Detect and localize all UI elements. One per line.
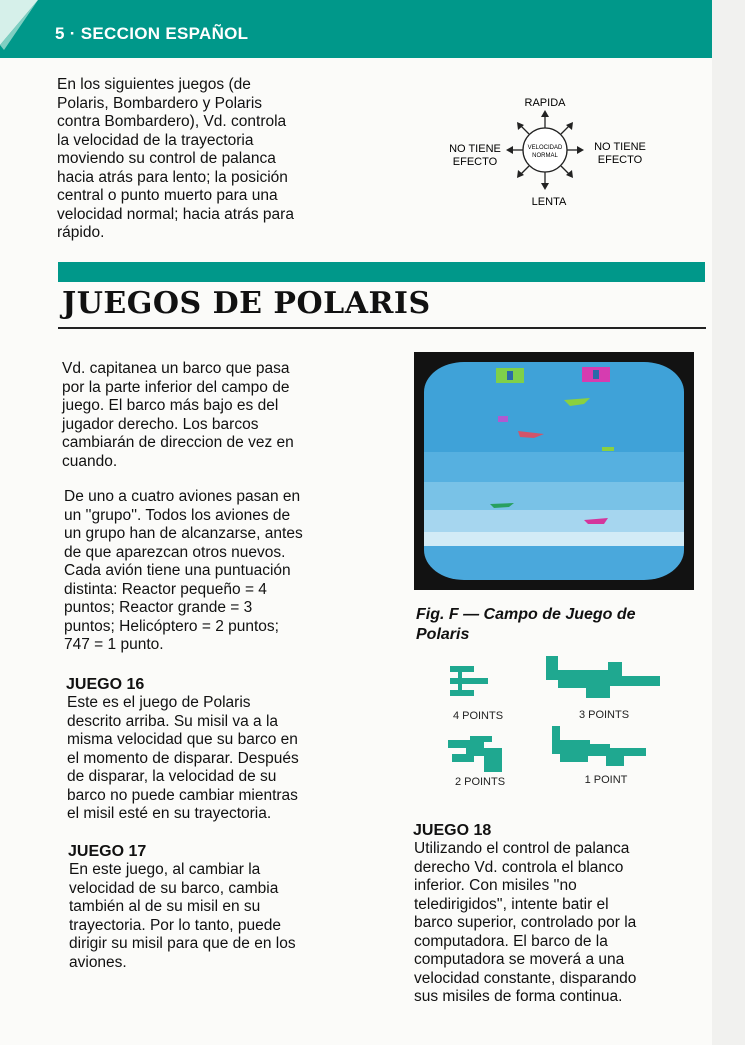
paragraph-planes: De uno a cuatro aviones pasan en un ''grupo''. Todos los aviones de un grupo han de alcanzarse, antes de que aparezcan otros nuevos. Cada avión tiene una puntuación distinta: Reactor pequeño = 4 puntos; Reactor grande = 3 puntos; Helicóptero = 2 puntos; 747 = 1 punto. (64, 488, 303, 653)
figure-caption: Fig. F — Campo de Juego de Polaris (416, 606, 636, 643)
jumbo-jet-icon (552, 726, 646, 766)
section-label: 5 · SECCION ESPAÑOL (55, 24, 249, 43)
title-bar (58, 262, 705, 282)
section-header-bar (0, 0, 712, 58)
intro-paragraph: En los siguientes juegos (de Polaris, Bombardero y Polaris contra Bombardero), Vd. controla la velocidad de la trayectoria moviendo su control de palanca hacia atrás para lento; la posición central o punto muerto para una velocidad normal; hacia atrás para rápido. (57, 76, 294, 241)
juego-17-heading: JUEGO 17 (68, 843, 147, 860)
points-3-label: 3 POINTS (578, 709, 630, 721)
diagram-top-label: RAPIDA (524, 97, 566, 109)
points-4-label: 4 POINTS (452, 710, 504, 722)
juego-18-text: Utilizando el control de palanca derecho Vd. controla el blanco inferior. Con misiles ''no teledirigidos'', intente batir el barco superior, controlado por la computadora. El barco de la computadora se moverá a una velocidad constante, disparando sus misiles de forma continua. (414, 840, 637, 1005)
juego-16-heading: JUEGO 16 (66, 676, 145, 693)
plane-points-legend (440, 648, 680, 798)
points-2-label: 2 POINTS (454, 776, 506, 788)
paragraph-intro: Vd. capitanea un barco que pasa por la parte inferior del campo de juego. El barco más bajo es del jugador derecho. Los barcos cambiarán de direccion de vez en cuando. (62, 360, 294, 470)
diagram-center-label-1: VELOCIDAD (527, 145, 563, 151)
polaris-game-screen (414, 352, 694, 590)
page-corner-fold (0, 0, 40, 58)
diagram-left-label-2: EFECTO (452, 156, 498, 168)
page-edge (712, 0, 745, 1045)
diagram-left-label-1: NO TIENE (449, 143, 501, 155)
diagram-right-label-1: NO TIENE (594, 141, 646, 153)
juego-18-heading: JUEGO 18 (413, 822, 492, 839)
diagram-bottom-label: LENTA (531, 196, 567, 208)
diagram-right-label-2: EFECTO (597, 154, 643, 166)
juego-17-text: En este juego, al cambiar la velocidad de su barco, cambia también al de su misil en su trayectoria. Por lo tanto, puede dirigir su misil para que de en los aviones. (69, 861, 296, 971)
speed-control-diagram (440, 90, 670, 220)
small-jet-icon (450, 666, 488, 696)
points-1-label: 1 POINT (584, 774, 628, 786)
diagram-center-label-2: NORMAL (532, 153, 558, 159)
large-jet-icon (546, 656, 660, 698)
helicopter-icon (448, 736, 502, 772)
title-rule (58, 327, 706, 329)
page-title: JUEGOS DE POLARIS (62, 286, 431, 321)
juego-16-text: Este es el juego de Polaris descrito arriba. Su misil va a la misma velocidad que su barco en el momento de disparar. Después de disparar, la velocidad de su barco no puede cambiar mientras el misil esté en su trayectoria. (67, 694, 299, 822)
